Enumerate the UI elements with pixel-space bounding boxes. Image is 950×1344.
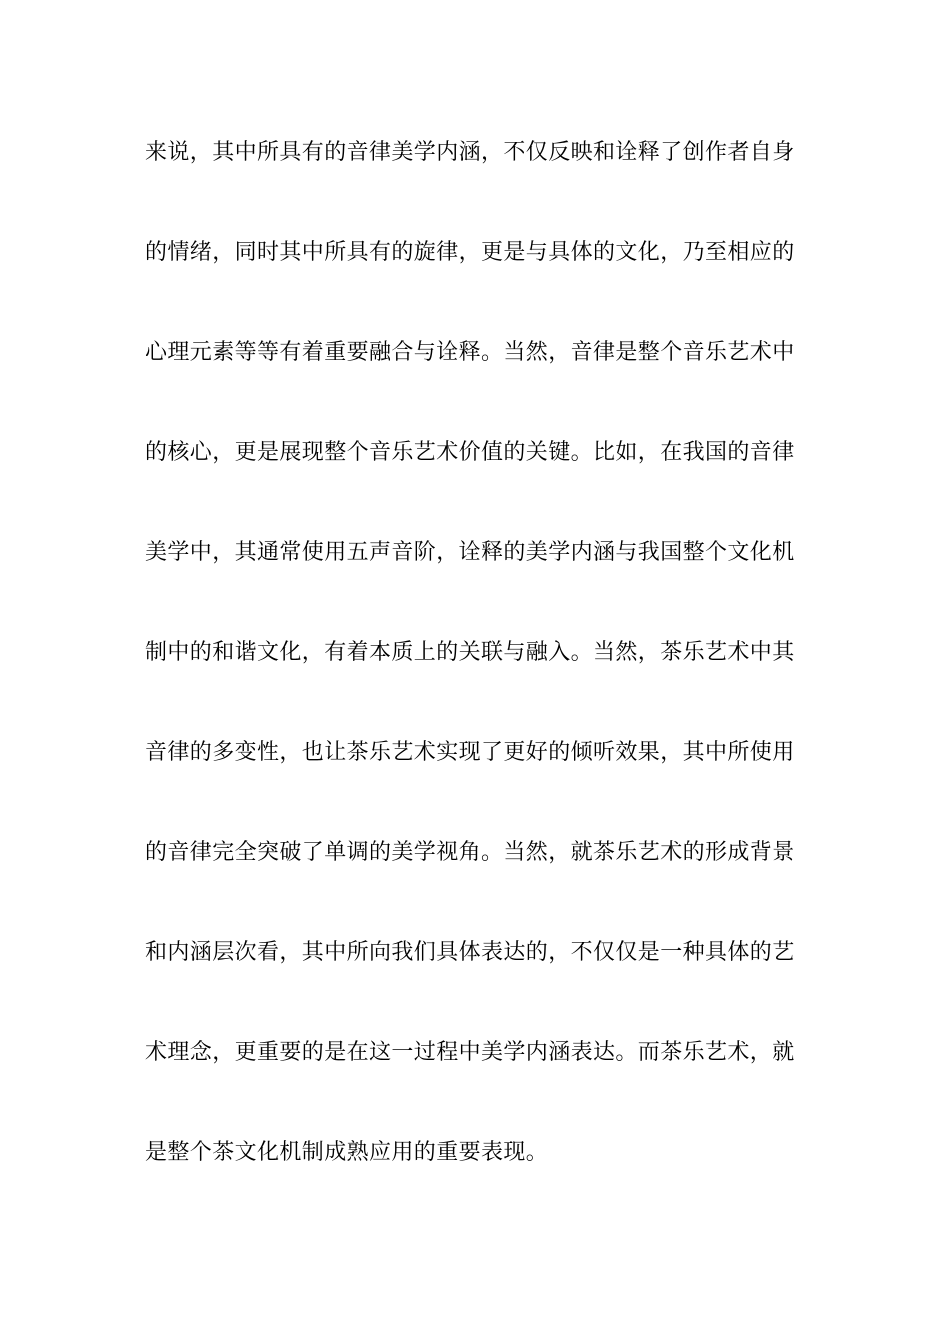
text-line: 是整个茶文化机制成熟应用的重要表现。 <box>145 1140 549 1165</box>
text-line: 心理元素等等有着重要融合与诠释。当然，音律是整个音乐艺术中 <box>145 340 795 365</box>
text-line: 来说，其中所具有的音律美学内涵，不仅反映和诠释了创作者自身 <box>145 140 795 165</box>
text-line: 的情绪，同时其中所具有的旋律，更是与具体的文化，乃至相应的 <box>145 240 795 265</box>
text-line: 的音律完全突破了单调的美学视角。当然，就茶乐艺术的形成背景 <box>145 840 795 865</box>
text-line: 和内涵层次看，其中所向我们具体表达的，不仅仅是一种具体的艺 <box>145 940 795 965</box>
text-line: 制中的和谐文化，有着本质上的关联与融入。当然，茶乐艺术中其 <box>145 640 795 665</box>
body-paragraph <box>145 128 825 1228</box>
text-line: 的核心，更是展现整个音乐艺术价值的关键。比如，在我国的音律 <box>145 440 795 465</box>
text-line: 术理念，更重要的是在这一过程中美学内涵表达。而茶乐艺术，就 <box>145 1040 795 1065</box>
text-line: 音律的多变性，也让茶乐艺术实现了更好的倾听效果，其中所使用 <box>145 740 795 765</box>
text-line: 美学中，其通常使用五声音阶，诠释的美学内涵与我国整个文化机 <box>145 540 795 565</box>
